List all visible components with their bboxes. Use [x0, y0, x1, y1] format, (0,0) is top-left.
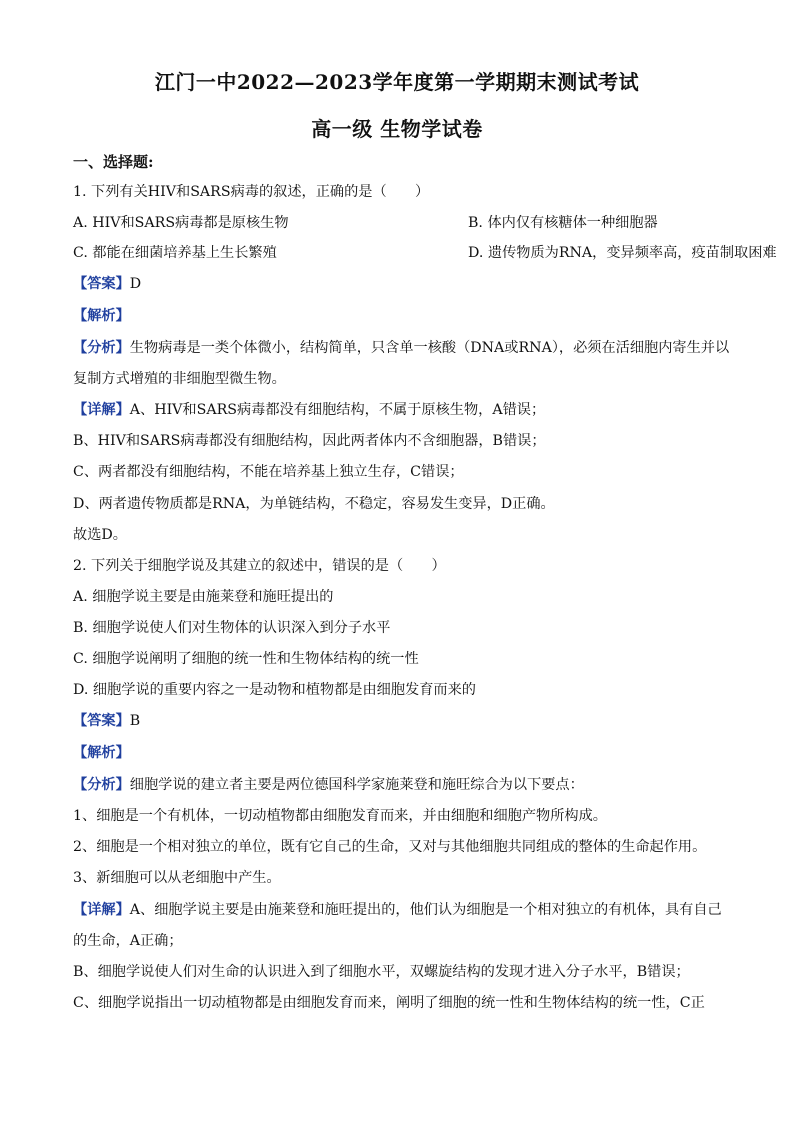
- detail-text: A、HIV和SARS病毒都没有细胞结构，不属于原核生物，A错误；: [129, 402, 546, 418]
- question-2-detail-line: C、细胞学说指出一切动植物都是由细胞发育而来，阐明了细胞的统一性和生物体结构的统一性，C正: [73, 995, 705, 1011]
- analysis-label: 【分析】: [73, 340, 130, 356]
- question-1-analysis: [73, 338, 733, 358]
- detail-label: 【详解】: [73, 902, 130, 918]
- answer-value: B: [129, 713, 141, 729]
- question-1-detail: [73, 400, 733, 420]
- question-2-detail-line: 的生命，A正确；: [73, 933, 183, 949]
- exam-subtitle: 高一级 生物学试卷: [311, 117, 483, 141]
- question-2-analysis-tag: [73, 743, 733, 763]
- question-1-conclusion: 故选D。: [73, 527, 127, 543]
- question-1-option-a: A. HIV和SARS病毒都是原核生物: [73, 215, 289, 231]
- question-1-detail-line: B、HIV和SARS病毒都没有细胞结构，因此两者体内不含细胞器，B错误；: [73, 433, 546, 449]
- question-1-analysis-continued: 复制方式增殖的非细胞型微生物。: [73, 371, 286, 387]
- question-1-analysis-tag: [73, 306, 733, 326]
- question-1-options-row-2: [73, 243, 777, 263]
- question-2-point: 1、细胞是一个有机体，一切动植物都由细胞发育而来，并由细胞和细胞产物所构成。: [73, 808, 607, 824]
- detail-label: 【详解】: [73, 402, 130, 418]
- detail-text: A、细胞学说主要是由施莱登和施旺提出的，他们认为细胞是一个相对独立的有机体，具有自己: [129, 902, 722, 918]
- question-2-answer: [73, 711, 733, 731]
- answer-tag: 【答案】: [73, 276, 130, 292]
- question-2-option-b: B. 细胞学说使人们对生物体的认识深入到分子水平: [73, 620, 391, 636]
- question-2-stem: 2. 下列关于细胞学说及其建立的叙述中，错误的是（ ）: [73, 558, 446, 574]
- section-heading: 一、选择题:: [73, 153, 154, 171]
- question-1-option-c: C. 都能在细菌培养基上生长繁殖: [73, 245, 277, 261]
- question-1-answer: [73, 274, 733, 294]
- question-1-detail-line: D、两者遗传物质都是RNA，为单链结构，不稳定，容易发生变异，D正确。: [73, 496, 555, 512]
- question-1-option-b: B. 体内仅有核糖体一种细胞器: [468, 215, 658, 231]
- analysis-tag: 【解析】: [73, 308, 130, 324]
- question-2-detail-line: B、细胞学说使人们对生命的认识进入到了细胞水平，双螺旋结构的发现才进入分子水平，B错误；: [73, 964, 690, 980]
- question-1-detail-line: C、两者都没有细胞结构，不能在培养基上独立生存，C错误；: [73, 464, 464, 480]
- analysis-label: 【分析】: [73, 777, 130, 793]
- question-2-option-d: D. 细胞学说的重要内容之一是动物和植物都是由细胞发育而来的: [73, 682, 476, 698]
- question-2-point: 3、新细胞可以从老细胞中产生。: [73, 870, 281, 886]
- answer-value: D: [129, 276, 142, 292]
- analysis-text: 细胞学说的建立者主要是两位德国科学家施莱登和施旺综合为以下要点：: [129, 777, 584, 793]
- question-2-option-c: C. 细胞学说阐明了细胞的统一性和生物体结构的统一性: [73, 651, 419, 667]
- question-2-analysis: [73, 775, 733, 795]
- exam-title: 江门一中2022—2023学年度第一学期期末测试考试: [154, 70, 640, 94]
- question-1-options-row-1: [73, 213, 733, 233]
- answer-tag: 【答案】: [73, 713, 130, 729]
- question-1-option-d: D. 遗传物质为RNA，变异频率高，疫苗制取困难: [468, 245, 777, 261]
- question-1-stem: 1. 下列有关HIV和SARS病毒的叙述，正确的是（ ）: [73, 184, 430, 200]
- analysis-tag: 【解析】: [73, 745, 130, 761]
- analysis-text: 生物病毒是一类个体微小，结构简单，只含单一核酸（DNA或RNA），必须在活细胞内寄生并以: [129, 340, 730, 356]
- question-2-detail: [73, 900, 733, 920]
- question-2-option-a: A. 细胞学说主要是由施莱登和施旺提出的: [73, 589, 334, 605]
- question-2-point: 2、细胞是一个相对独立的单位，既有它自己的生命，又对与其他细胞共同组成的整体的生命起作用。: [73, 839, 707, 855]
